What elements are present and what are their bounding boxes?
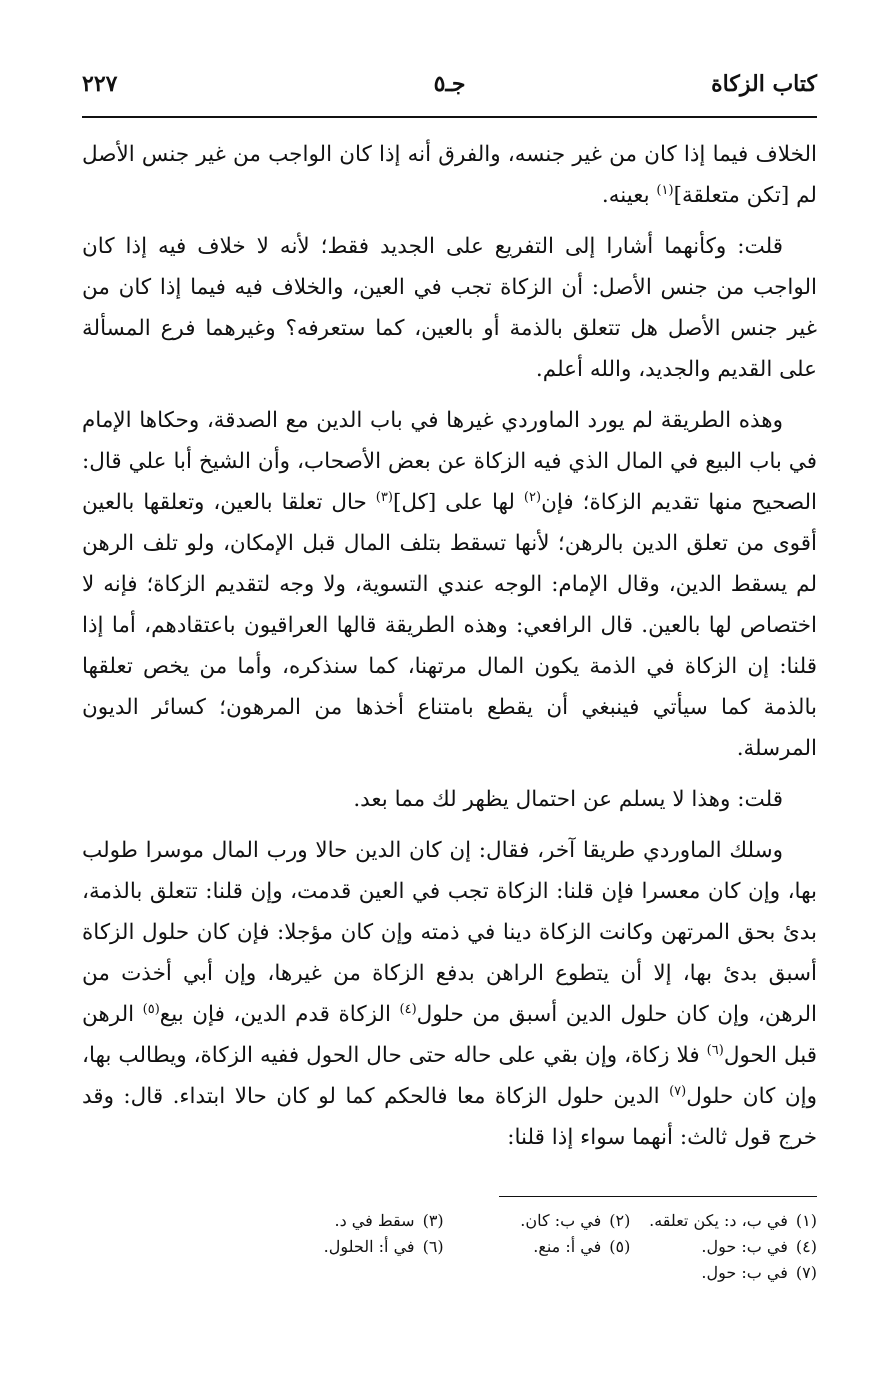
footnote-ref: (٦) bbox=[706, 1042, 724, 1058]
footnote-number: (٦) bbox=[422, 1237, 444, 1256]
paragraph bbox=[82, 134, 817, 216]
paragraph-text: فلا زكاة، وإن بقي على حاله حتى حال الحول ففيه الزكاة، ويطالب بها، وإن كان حلول bbox=[82, 1043, 817, 1109]
paragraph-text: الرهن قبل الحول bbox=[82, 1002, 817, 1068]
page-header bbox=[82, 64, 817, 104]
paragraph-text: لها على [كل] bbox=[392, 490, 524, 515]
footnote-number: (١) bbox=[795, 1211, 817, 1230]
footnote-ref: (٤) bbox=[399, 1001, 417, 1017]
footnote bbox=[630, 1234, 817, 1260]
footnotes bbox=[257, 1208, 817, 1286]
footnote-text: في ب: حول. bbox=[701, 1263, 788, 1282]
paragraph bbox=[82, 226, 817, 390]
footnote-ref: (٥) bbox=[142, 1001, 160, 1017]
main-text bbox=[82, 134, 817, 1168]
paragraph-text: قلت: وهذا لا يسلم عن احتمال يظهر لك مما بعد. bbox=[353, 787, 783, 812]
footnote-number: (٧) bbox=[795, 1263, 817, 1282]
footnote-ref: (٢) bbox=[523, 489, 542, 505]
footnote-row bbox=[257, 1234, 817, 1260]
footnote-number: (٤) bbox=[795, 1237, 817, 1256]
paragraph-text: الخلاف فيما إذا كان من غير جنسه، والفرق أنه إذا كان الواجب من غير جنس الأصل لم [تكن متعلقة] bbox=[82, 142, 817, 208]
footnote-ref: (١) bbox=[656, 182, 674, 198]
paragraph-text: قلت: وكأنهما أشارا إلى التفريع على الجديد فقط؛ لأنه لا خلاف فيه إذا كان الواجب من جنس الأصل: أن الزكاة تجب في العين، والخلاف فيه فيما إذا كان من غير جنس الأصل هل تتعلق بالذمة أو بالعين، كما ستعرفه؟ وغيرهما فرع المسألة على القديم والجديد، والله أعلم. bbox=[82, 234, 817, 382]
volume-label: جـ٥ bbox=[433, 71, 466, 97]
footnote-text: في أ: منع. bbox=[533, 1237, 602, 1256]
footnote-text: سقط في د. bbox=[334, 1211, 415, 1230]
paragraph bbox=[82, 779, 817, 820]
footnote-text: في أ: الحلول. bbox=[323, 1237, 415, 1256]
paragraph-text: بعينه. bbox=[601, 183, 657, 208]
paragraph-text: وهذه الطريقة لم يورد الماوردي غيرها في باب الدين مع الصدقة، وحكاها الإمام في باب البيع في المال الذي فيه الزكاة عن بعض الأصحاب، وأن الشيخ أبا علي قال: الصحيح منها تقديم الزكاة؛ فإن bbox=[82, 408, 818, 515]
footnote bbox=[444, 1208, 631, 1234]
footnote bbox=[257, 1234, 444, 1260]
footnote bbox=[257, 1208, 444, 1234]
paragraph-text: الزكاة قدم الدين، فإن بيع bbox=[159, 1002, 400, 1027]
footnote bbox=[627, 1260, 817, 1286]
footnote bbox=[444, 1234, 631, 1260]
footnote-number: (٢) bbox=[609, 1211, 631, 1230]
header-rule bbox=[82, 116, 817, 118]
book-title: كتاب الزكاة bbox=[711, 71, 817, 97]
page-number: ٢٢٧ bbox=[82, 71, 118, 97]
footnote-text: في ب: حول. bbox=[701, 1237, 788, 1256]
paragraph bbox=[82, 830, 817, 1158]
footnote-text: في ب: كان. bbox=[520, 1211, 602, 1230]
footnote-rule bbox=[499, 1196, 817, 1197]
paragraph-text: الدين حلول الزكاة معا فالحكم كما لو كان حالا ابتداء. قال: وقد خرج قول ثالث: أنهما سواء إذا قلنا: bbox=[82, 1084, 817, 1150]
footnote bbox=[630, 1208, 817, 1234]
footnote-number: (٥) bbox=[609, 1237, 631, 1256]
footnote-number: (٣) bbox=[422, 1211, 444, 1230]
paragraph-text: حال تعلقا بالعين، وتعلقها بالعين أقوى من تعلق الدين بالرهن؛ لأنها تسقط بتلف المال قبل الإمكان، ولو تلف الرهن لم يسقط الدين، وقال الإمام: الوجه عندي التسوية، ولا وجه لتقديم الزكاة؛ فإنه لا اختصاص لها بالعين. قال الرافعي: وهذه الطريقة قالها العراقيون باعتقادهم، أما إذا قلنا: إن الزكاة في الذمة يكون المال مرتهنا، كما سنذكره، وأما من يخص تعلقها بالذمة كما سيأتي فينبغي أن يقطع بامتناع أخذها من المرهون؛ كسائر الديون المرسلة. bbox=[82, 490, 817, 761]
paragraph bbox=[82, 400, 817, 769]
footnote-row bbox=[257, 1260, 817, 1286]
footnote-text: في ب، د: يكن تعلقه. bbox=[649, 1211, 788, 1230]
footnote-ref: (٧) bbox=[669, 1083, 687, 1099]
footnote-ref: (٣) bbox=[375, 489, 393, 505]
footnote-row bbox=[257, 1208, 817, 1234]
paragraph-text: وسلك الماوردي طريقا آخر، فقال: إن كان الدين حالا ورب المال موسرا طولب بها، وإن كان معسرا فإن قلنا: الزكاة تجب في العين قدمت، وإن قلنا: تتعلق بالذمة، بدئ بحق المرتهن وكانت الزكاة دينا في ذمته وإن كان مؤجلا: فإن كان حلول الزكاة أسبق بدئ بها، إلا أن يتطوع الراهن بدفع الزكاة من غيرها، وإن أبي أخذت من الرهن، وإن كان حلول الدين أسبق من حلول bbox=[82, 838, 817, 1027]
